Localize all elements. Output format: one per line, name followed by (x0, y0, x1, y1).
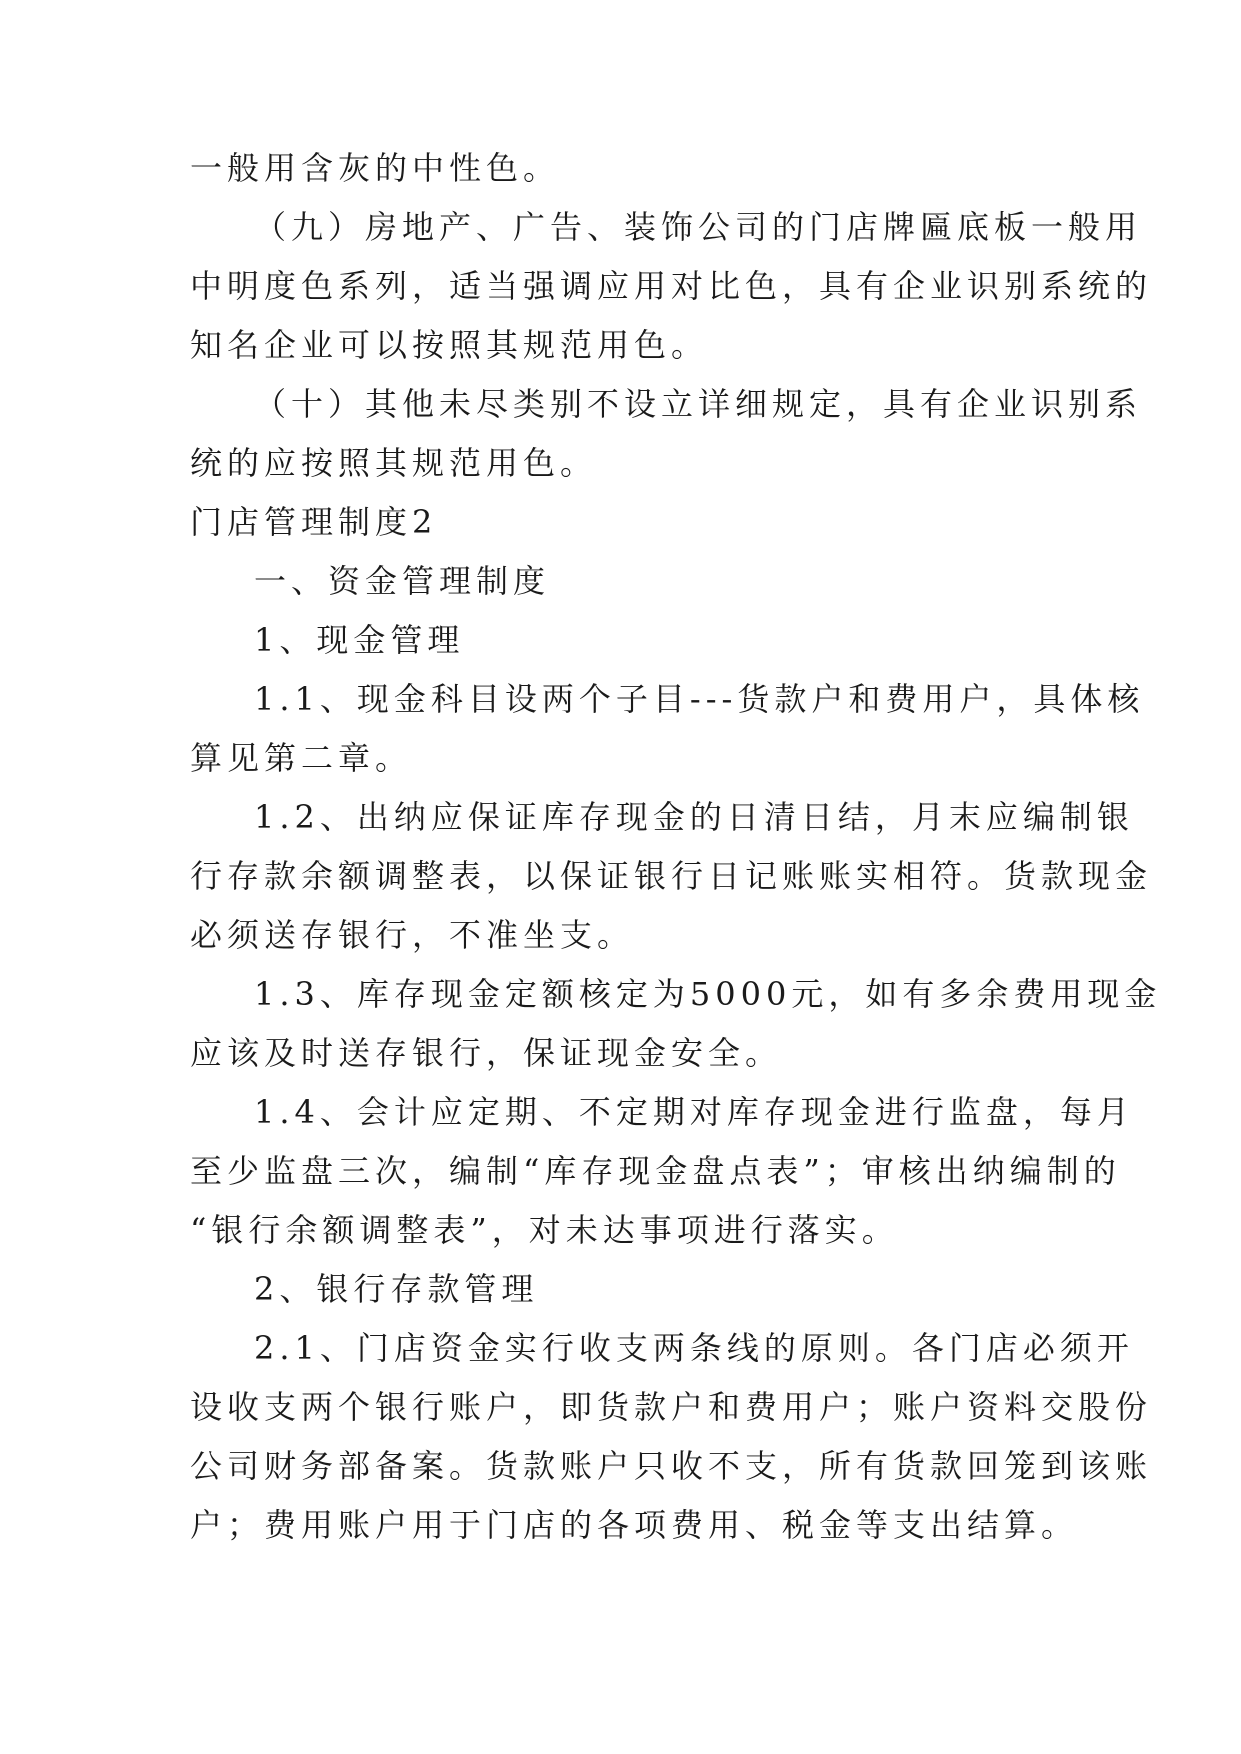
paragraph-line: （九）房地产、广告、装饰公司的门店牌匾底板一般用 (254, 208, 1143, 246)
text-line: 户；费用账户用于门店的各项费用、税金等支出结算。 (190, 1506, 1079, 1544)
paragraph-line: 2.1、门店资金实行收支两条线的原则。各门店必须开 (254, 1329, 1134, 1367)
text-line: 知名企业可以按照其规范用色。 (190, 326, 709, 364)
heading-line: 一、资金管理制度 (254, 562, 551, 600)
text-line: 算见第二章。 (190, 739, 413, 777)
section-title: 门店管理制度2 (190, 503, 438, 541)
heading-line: 1、现金管理 (254, 621, 465, 659)
text-line: “银行余额调整表”，对未达事项进行落实。 (190, 1211, 899, 1249)
text-line: 必须送存银行，不准坐支。 (190, 916, 635, 954)
heading-line: 2、银行存款管理 (254, 1270, 539, 1308)
paragraph-line: （十）其他未尽类别不设立详细规定，具有企业识别系 (254, 385, 1143, 423)
text-line: 行存款余额调整表，以保证银行日记账账实相符。货款现金 (190, 857, 1153, 895)
text-line: 设收支两个银行账户，即货款户和费用户；账户资料交股份 (190, 1388, 1153, 1426)
text-line: 应该及时送存银行，保证现金安全。 (190, 1034, 783, 1072)
paragraph-line: 1.3、库存现金定额核定为5000元，如有多余费用现金 (254, 975, 1162, 1013)
paragraph-line: 1.4、会计应定期、不定期对库存现金进行监盘，每月 (254, 1093, 1134, 1131)
paragraph-line: 1.1、现金科目设两个子目---货款户和费用户，具体核 (254, 680, 1145, 718)
text-line: 至少监盘三次，编制“库存现金盘点表”；审核出纳编制的 (190, 1152, 1121, 1190)
text-line: 一般用含灰的中性色。 (190, 149, 561, 187)
paragraph-line: 1.2、出纳应保证库存现金的日清日结，月末应编制银 (254, 798, 1134, 836)
text-line: 公司财务部备案。货款账户只收不支，所有货款回笼到该账 (190, 1447, 1153, 1485)
text-line: 中明度色系列，适当强调应用对比色，具有企业识别系统的 (190, 267, 1153, 305)
text-line: 统的应按照其规范用色。 (190, 444, 598, 482)
